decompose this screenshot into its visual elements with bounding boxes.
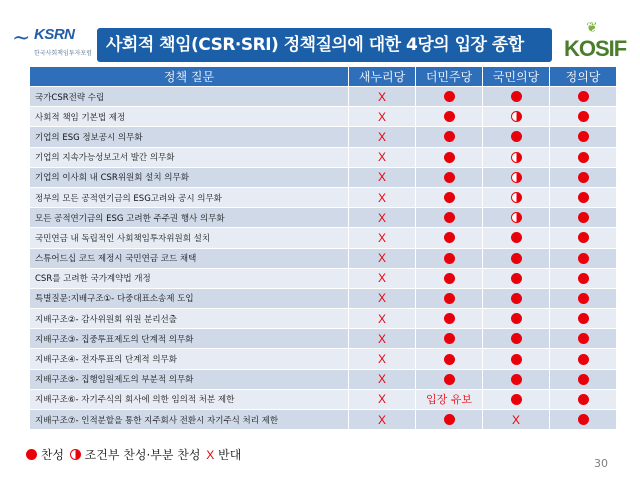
position-cell: [550, 168, 616, 187]
policy-question: 지배구조③- 집중투표제도의 단계적 의무화: [30, 329, 348, 348]
position-cell: [483, 309, 549, 328]
policy-question: CSR를 고려한 국가계약법 개정: [30, 269, 348, 288]
oppose-x-icon: X: [377, 331, 386, 346]
position-cell: [483, 370, 549, 389]
agree-dot-icon: [511, 374, 522, 385]
agree-dot-icon: [578, 253, 589, 264]
oppose-x-icon: X: [377, 392, 386, 407]
ksrn-logo-text: KSRN: [34, 26, 75, 43]
oppose-x-icon: X: [377, 291, 386, 306]
position-cell: [349, 309, 415, 328]
table-row: [30, 87, 616, 106]
agree-dot-icon: [511, 313, 522, 324]
position-cell: [483, 87, 549, 106]
policy-position-table: [29, 66, 617, 430]
position-cell: [483, 410, 549, 429]
kosif-logo-text: KOSIF: [564, 36, 627, 61]
agree-dot-icon: [444, 232, 455, 243]
position-cell: [349, 390, 415, 409]
position-cell: [416, 329, 482, 348]
table-row: [30, 107, 616, 126]
position-cell: [349, 127, 415, 146]
agree-dot-icon: [511, 131, 522, 142]
legend-oppose: 반대: [218, 448, 242, 462]
position-cell: [416, 349, 482, 368]
table-row: [30, 168, 616, 187]
table-row: [30, 390, 616, 409]
conditional-half-dot-icon: [511, 152, 522, 163]
position-cell: [349, 188, 415, 207]
agree-dot-icon: [578, 111, 589, 122]
agree-dot-icon: [578, 394, 589, 405]
position-cell: [416, 168, 482, 187]
agree-dot-icon: [578, 293, 589, 304]
position-text: 입장 유보: [425, 393, 472, 407]
agree-dot-icon: [578, 232, 589, 243]
table-row: [30, 309, 616, 328]
agree-dot-icon: [578, 131, 589, 142]
position-cell: [349, 329, 415, 348]
conditional-half-dot-icon: [511, 212, 522, 223]
leaf-icon: ❦: [586, 20, 598, 36]
position-cell: [550, 289, 616, 308]
position-cell: [349, 410, 415, 429]
policy-question: 스튜어드십 코드 제정시 국민연금 코드 채택: [30, 249, 348, 268]
agree-dot-icon: [444, 172, 455, 183]
policy-question: 사회적 책임 기본법 제정: [30, 107, 348, 126]
position-cell: [550, 127, 616, 146]
position-cell: [416, 208, 482, 227]
slide-title: 사회적 책임(CSR·SRI) 정책질의에 대한 4당의 입장 종합: [97, 28, 552, 62]
oppose-x-icon: X: [377, 372, 386, 387]
position-cell: [483, 188, 549, 207]
position-cell: [550, 370, 616, 389]
oppose-x-icon: X: [377, 230, 386, 245]
position-cell: [349, 87, 415, 106]
agree-dot-icon: [444, 111, 455, 122]
position-cell: [550, 249, 616, 268]
ksrn-logo-subtitle: 한국사회책임투자포럼: [34, 50, 92, 57]
agree-dot-icon: [444, 91, 455, 102]
position-cell: [416, 148, 482, 167]
policy-question: 정부의 모든 공적연기금의 ESG고려와 공시 의무화: [30, 188, 348, 207]
oppose-x-icon: X: [377, 352, 386, 367]
table-row: [30, 228, 616, 247]
table-row: [30, 188, 616, 207]
position-cell: [550, 188, 616, 207]
conditional-half-dot-icon: [511, 111, 522, 122]
legend-agree: 찬성: [40, 448, 65, 462]
agree-dot-icon: [444, 354, 455, 365]
position-cell: [349, 148, 415, 167]
position-cell: [416, 289, 482, 308]
oppose-x-icon: X: [511, 412, 520, 427]
policy-question: 국가CSR전략 수립: [30, 87, 348, 106]
position-cell: [550, 329, 616, 348]
policy-question: 지배구조④- 전자투표의 단계적 의무화: [30, 349, 348, 368]
policy-question: 지배구조②- 감사위원회 위원 분리선출: [30, 309, 348, 328]
agree-dot-icon: [578, 273, 589, 284]
agree-dot-icon: [578, 374, 589, 385]
oppose-x-icon: X: [377, 89, 386, 104]
policy-question: 지배구조⑥- 자기주식의 회사에 의한 임의적 처분 제한: [30, 390, 348, 409]
policy-question: 기업의 ESG 정보공시 의무화: [30, 127, 348, 146]
position-cell: [349, 168, 415, 187]
agree-dot-icon: [511, 293, 522, 304]
position-cell: [416, 127, 482, 146]
position-cell: [349, 370, 415, 389]
agree-dot-icon: [444, 374, 455, 385]
table-row: [30, 329, 616, 348]
policy-question: 기업의 지속가능성보고서 발간 의무화: [30, 148, 348, 167]
policy-question: 국민연금 내 독립적인 사회책임투자위원회 설치: [30, 228, 348, 247]
slide-header: [0, 0, 640, 70]
kosif-logo: [560, 20, 632, 66]
table-row: [30, 269, 616, 288]
table-row: [30, 349, 616, 368]
ksrn-swoosh-icon: ~: [12, 26, 31, 51]
policy-question: 지배구조⑦- 인적분할을 통한 지주회사 전환시 자기주식 처리 제한: [30, 410, 348, 429]
agree-dot-icon: [511, 273, 522, 284]
agree-dot-icon: [578, 91, 589, 102]
position-cell: [483, 107, 549, 126]
agree-dot-icon: [578, 333, 589, 344]
position-cell: [483, 249, 549, 268]
position-cell: [550, 228, 616, 247]
agree-dot-icon: [444, 333, 455, 344]
position-cell: [483, 127, 549, 146]
position-cell: [349, 349, 415, 368]
agree-dot-icon: [511, 333, 522, 344]
conditional-half-dot-icon: [511, 192, 522, 203]
position-cell: [483, 289, 549, 308]
agree-dot-icon: [578, 354, 589, 365]
policy-question: 모든 공적연기금의 ESG 고려한 주주권 행사 의무화: [30, 208, 348, 227]
ksrn-logo: [12, 20, 94, 66]
position-cell: [349, 107, 415, 126]
oppose-x-icon: X: [377, 251, 386, 266]
page-number: 30: [594, 457, 608, 470]
position-cell: [416, 269, 482, 288]
position-cell: [483, 390, 549, 409]
agree-dot-icon: [511, 232, 522, 243]
position-cell: [349, 228, 415, 247]
table-row: [30, 127, 616, 146]
position-cell: [483, 148, 549, 167]
position-cell: [483, 228, 549, 247]
col-header-justice: 정의당: [550, 67, 616, 86]
table-row: [30, 410, 616, 429]
table-row: [30, 148, 616, 167]
col-header-people: 국민의당: [483, 67, 549, 86]
agree-dot-icon: [444, 152, 455, 163]
agree-dot-icon: [444, 131, 455, 142]
col-header-minjoo: 더민주당: [416, 67, 482, 86]
position-cell: [416, 107, 482, 126]
oppose-x-icon: X: [377, 109, 386, 124]
conditional-half-dot-icon: [511, 172, 522, 183]
agree-dot-icon: [578, 152, 589, 163]
position-cell: [483, 208, 549, 227]
position-cell: [416, 249, 482, 268]
agree-dot-icon: [444, 273, 455, 284]
table-row: [30, 249, 616, 268]
position-cell: [550, 148, 616, 167]
table-header-row: [30, 67, 616, 86]
agree-dot-icon: [578, 172, 589, 183]
oppose-x-icon: X: [377, 271, 386, 286]
position-cell: [483, 168, 549, 187]
agree-dot-icon: [444, 253, 455, 264]
table-row: [30, 208, 616, 227]
oppose-x-icon: X: [377, 129, 386, 144]
oppose-x-icon: X: [377, 311, 386, 326]
agree-dot-icon: [444, 212, 455, 223]
agree-dot-icon: [444, 414, 455, 425]
position-cell: [349, 249, 415, 268]
position-cell: [416, 188, 482, 207]
position-cell: [483, 269, 549, 288]
oppose-x-icon: X: [377, 412, 386, 427]
agree-dot-icon: [578, 414, 589, 425]
legend-conditional: 조건부 찬성·부분 찬성: [84, 448, 201, 462]
position-cell: [483, 349, 549, 368]
position-cell: [349, 208, 415, 227]
agree-dot-icon: [511, 394, 522, 405]
position-cell: [416, 370, 482, 389]
position-cell: [416, 390, 482, 409]
agree-dot-icon: [578, 192, 589, 203]
agree-dot-icon: [578, 313, 589, 324]
oppose-x-icon: X: [206, 448, 215, 462]
position-cell: [416, 228, 482, 247]
legend: [26, 446, 243, 463]
position-cell: [550, 410, 616, 429]
position-cell: [550, 390, 616, 409]
oppose-x-icon: X: [377, 210, 386, 225]
agree-dot-icon: [511, 91, 522, 102]
agree-dot-icon: [444, 293, 455, 304]
oppose-x-icon: X: [377, 170, 386, 185]
position-cell: [550, 309, 616, 328]
position-cell: [550, 87, 616, 106]
col-header-saenuri: 새누리당: [349, 67, 415, 86]
agree-dot-icon: [578, 212, 589, 223]
agree-dot-icon: [444, 192, 455, 203]
position-cell: [550, 269, 616, 288]
position-cell: [349, 289, 415, 308]
agree-dot-icon: [26, 449, 37, 460]
position-cell: [550, 107, 616, 126]
position-cell: [416, 87, 482, 106]
agree-dot-icon: [511, 253, 522, 264]
position-cell: [550, 208, 616, 227]
policy-question: 지배구조⑤- 집행임원제도의 부분적 의무화: [30, 370, 348, 389]
agree-dot-icon: [444, 313, 455, 324]
table-row: [30, 289, 616, 308]
oppose-x-icon: X: [377, 150, 386, 165]
position-cell: [416, 410, 482, 429]
policy-question: 특별질문:지배구조①- 다중대표소송제 도입: [30, 289, 348, 308]
agree-dot-icon: [511, 354, 522, 365]
conditional-half-dot-icon: [70, 449, 81, 460]
table-row: [30, 370, 616, 389]
position-cell: [416, 309, 482, 328]
policy-question: 기업의 이사회 내 CSR위원회 설치 의무화: [30, 168, 348, 187]
col-header-question: 정책 질문: [30, 67, 348, 86]
oppose-x-icon: X: [377, 190, 386, 205]
position-cell: [550, 349, 616, 368]
position-cell: [349, 269, 415, 288]
position-cell: [483, 329, 549, 348]
